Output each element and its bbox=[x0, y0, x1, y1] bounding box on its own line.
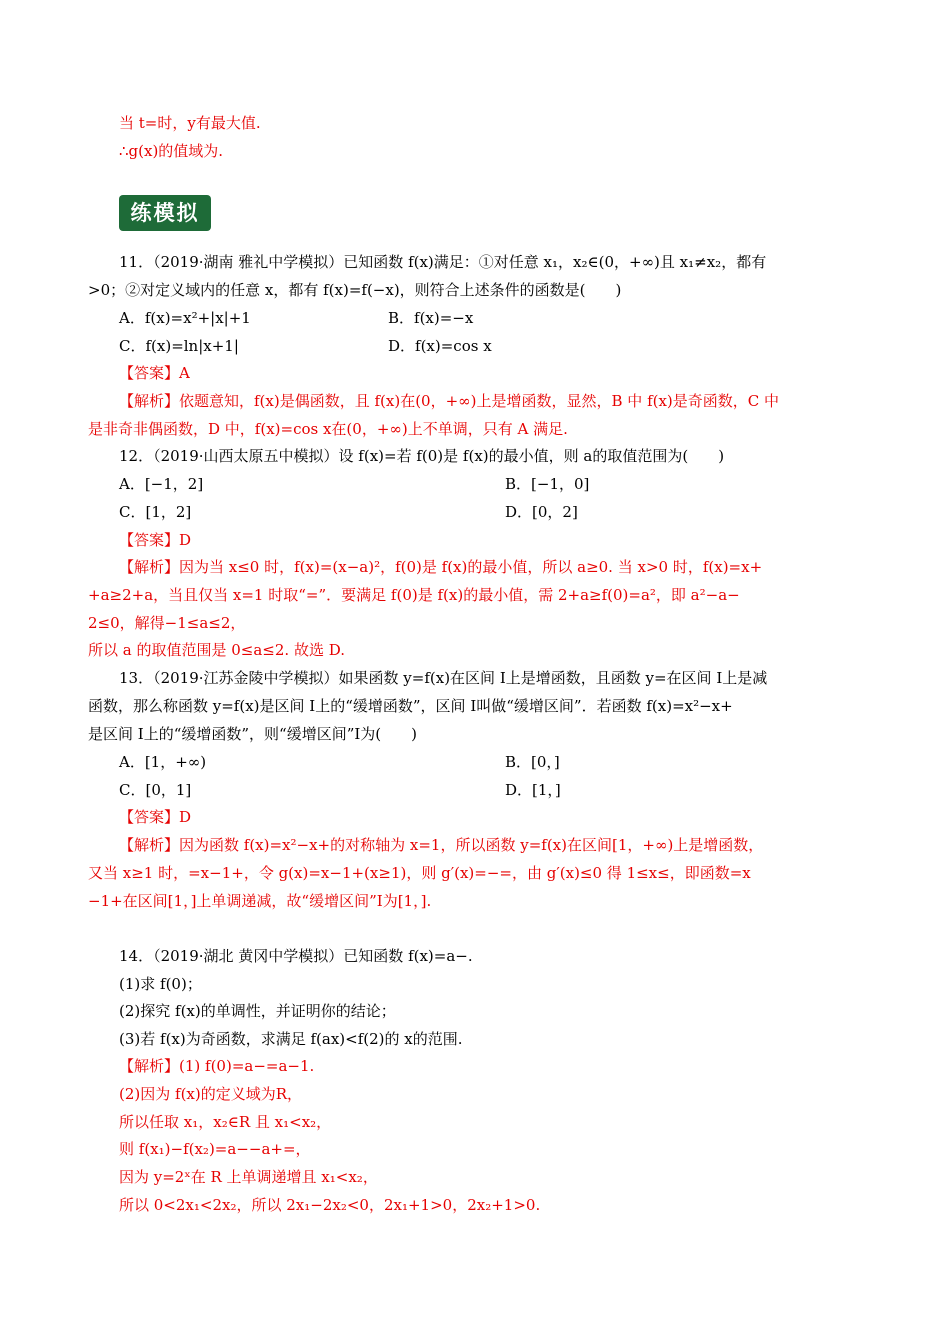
q11-explanation-1: 【解析】依题意知，f(x)是偶函数，且 f(x)在(0，+∞)上是增函数，显然，B 中 f(x)是奇函数，C 中 bbox=[119, 392, 780, 410]
q12-explanation-4: 所以 a 的取值范围是 0≤a≤2. 故选 D. bbox=[88, 641, 345, 659]
q14-part-3: (3)若 f(x)为奇函数，求满足 f(ax)<f(2)的 x的范围. bbox=[119, 1030, 463, 1048]
q11-option-c: C．f(x)=ln|x+1| bbox=[119, 337, 239, 355]
top-line-1: 当 t=时，y有最大值. bbox=[119, 114, 261, 132]
q14-stem: 14．（2019·湖北 黄冈中学模拟）已知函数 f(x)=a−. bbox=[119, 947, 473, 965]
q14-solution-4: 则 f(x₁)−f(x₂)=a−−a+=， bbox=[119, 1140, 311, 1158]
q12-option-d: D．[0，2] bbox=[505, 503, 578, 521]
q13-stem-3: 是区间 I上的“缓增函数”，则“缓增区间”I为( ) bbox=[88, 725, 417, 743]
q12-explanation-3: 2≤0，解得−1≤a≤2， bbox=[88, 614, 246, 632]
q12-answer: 【答案】D bbox=[119, 531, 192, 549]
q11-stem-2: >0；②对定义域内的任意 x，都有 f(x)=f(−x)，则符合上述条件的函数是( ) bbox=[88, 281, 622, 299]
q12-option-a: A．[−1，2] bbox=[119, 475, 204, 493]
q11-stem-1: 11．（2019·湖南 雅礼中学模拟）已知函数 f(x)满足：①对任意 x₁，x₂∈(0，+∞)且 x₁≠x₂，都有 bbox=[119, 253, 767, 271]
q11-option-a: A．f(x)=x²+|x|+1 bbox=[119, 309, 251, 327]
q14-solution-2: (2)因为 f(x)的定义域为R， bbox=[119, 1085, 303, 1103]
q14-solution-5: 因为 y=2ˣ在 R 上单调递增且 x₁<x₂， bbox=[119, 1168, 378, 1186]
q13-stem-2: 函数，那么称函数 y=f(x)是区间 I上的“缓增函数”，区间 I叫做“缓增区间”．若函数 f(x)=x²−x+ bbox=[88, 697, 733, 715]
q12-explanation-1: 【解析】因为当 x≤0 时，f(x)=(x−a)²，f(0)是 f(x)的最小值，所以 a≥0. 当 x>0 时，f(x)=x+ bbox=[119, 558, 763, 576]
q14-part-2: (2)探究 f(x)的单调性，并证明你的结论； bbox=[119, 1002, 396, 1020]
q13-option-b: B．[0，] bbox=[505, 753, 560, 771]
q13-option-d: D．[1，] bbox=[505, 781, 561, 799]
section-title-badge: 练模拟 bbox=[119, 195, 211, 231]
q12-option-c: C．[1，2] bbox=[119, 503, 192, 521]
top-line-2: ∴g(x)的值域为. bbox=[119, 142, 224, 160]
q11-explanation-2: 是非奇非偶函数，D 中，f(x)=cos x在(0，+∞)上不单调，只有 A 满足. bbox=[88, 420, 568, 438]
q14-part-1: (1)求 f(0)； bbox=[119, 975, 202, 993]
q13-stem-1: 13．（2019·江苏金陵中学模拟）如果函数 y=f(x)在区间 I上是增函数，且函数 y=在区间 I上是减 bbox=[119, 669, 768, 687]
q14-solution-1: 【解析】(1) f(0)=a−=a−1. bbox=[119, 1057, 315, 1075]
q12-stem: 12．（2019·山西太原五中模拟）设 f(x)=若 f(0)是 f(x)的最小值，则 a的取值范围为( ) bbox=[119, 447, 725, 465]
q13-option-c: C．[0，1] bbox=[119, 781, 192, 799]
q13-explanation-1: 【解析】因为函数 f(x)=x²−x+的对称轴为 x=1，所以函数 y=f(x)在区间[1，+∞)上是增函数， bbox=[119, 836, 764, 854]
q13-answer: 【答案】D bbox=[119, 808, 192, 826]
q11-option-d: D．f(x)=cos x bbox=[388, 337, 492, 355]
q14-solution-6: 所以 0<2x₁<2x₂，所以 2x₁−2x₂<0，2x₁+1>0，2x₂+1>0. bbox=[119, 1196, 541, 1214]
q11-answer: 【答案】A bbox=[119, 364, 190, 382]
q11-option-b: B．f(x)=−x bbox=[388, 309, 474, 327]
q13-option-a: A．[1，+∞) bbox=[119, 753, 207, 771]
q14-solution-3: 所以任取 x₁，x₂∈R 且 x₁<x₂， bbox=[119, 1113, 332, 1131]
q13-explanation-2: 又当 x≥1 时，=x−1+，令 g(x)=x−1+(x≥1)，则 g′(x)=−=，由 g′(x)≤0 得 1≤x≤，即函数=x bbox=[88, 864, 751, 882]
q13-explanation-3: −1+在区间[1，]上单调递减，故“缓增区间”I为[1，]. bbox=[88, 892, 432, 910]
q12-option-b: B．[−1，0] bbox=[505, 475, 590, 493]
q12-explanation-2: +a≥2+a，当且仅当 x=1 时取“=”．要满足 f(0)是 f(x)的最小值，需 2+a≥f(0)=a²，即 a²−a− bbox=[88, 586, 740, 604]
